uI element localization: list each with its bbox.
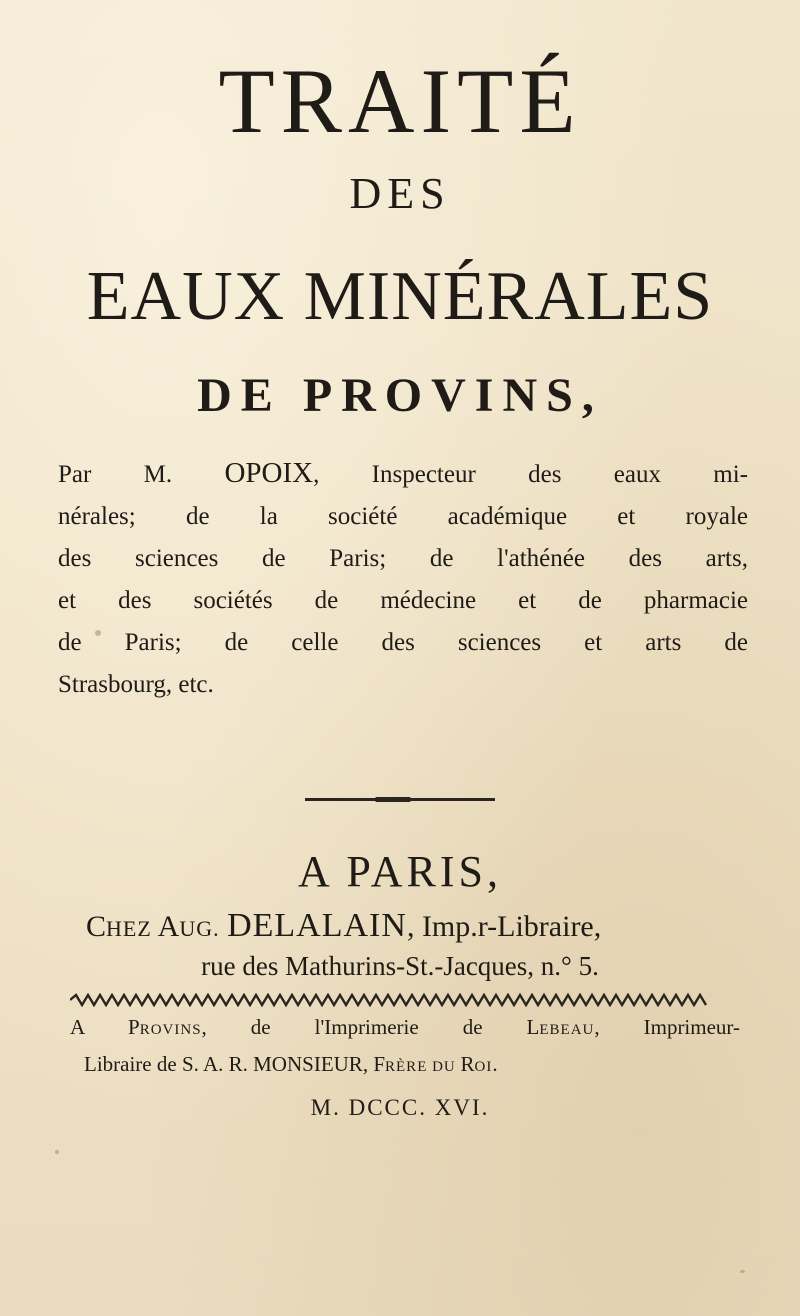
publisher-name: DELALAIN: [227, 907, 407, 944]
publisher-line: CHEZ AUG. DELALAIN, Imp.r-Libraire,: [86, 907, 602, 944]
author-line: nérales; de la société académique et royale: [58, 503, 748, 530]
publication-date: M. DCCC. XVI.: [310, 1095, 490, 1120]
title-des: DES: [349, 169, 451, 218]
title-traite: TRAITÉ: [218, 50, 582, 152]
publisher-address: rue des Mathurins-St.-Jacques, n.° 5.: [201, 951, 599, 981]
printer-imprint: [70, 1010, 740, 1084]
title-de-provins: DE PROVINS,: [197, 369, 603, 422]
imprint-place: A PARIS,: [297, 847, 503, 896]
author-line: et des sociétés de médecine et de pharmacie: [58, 587, 748, 614]
author-line: des sciences de Paris; de l'athénée des arts,: [58, 545, 748, 572]
author-statement: [58, 452, 748, 706]
title-eaux-minerales: EAUX MINÉRALES: [86, 258, 714, 335]
divider-rule: [305, 798, 495, 801]
author-line: Strasbourg, etc.: [58, 671, 214, 698]
author-name: OPOIX: [224, 457, 314, 489]
author-line: de Paris; de celle des sciences et arts de: [58, 629, 748, 656]
author-line: Par M. OPOIX, Inspecteur des eaux mi-: [58, 457, 748, 489]
paper-speck: [55, 1150, 59, 1154]
imprint-line: Libraire de S. A. R. MONSIEUR, FRÈRE DU ROI.: [84, 1052, 498, 1076]
ornamental-wave-rule: [70, 993, 740, 1007]
paper-speck: [740, 1270, 745, 1273]
imprint-line: A PROVINS, de l'Imprimerie de LEBEAU, Imprimeur-: [70, 1015, 740, 1039]
